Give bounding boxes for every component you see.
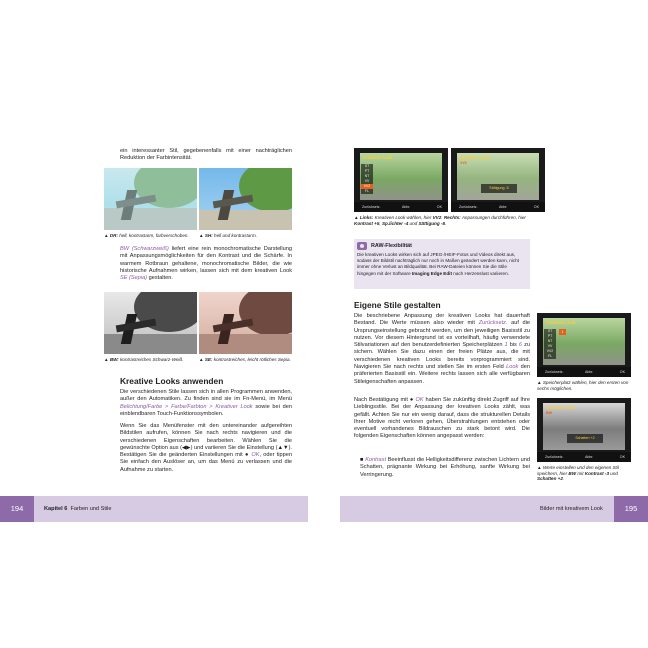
screen2-setting: Sättigung -5 bbox=[481, 184, 517, 193]
caption-screen-3: ▲ Speicherplatz wählen, hier den ersten von sechs möglichen. bbox=[537, 380, 629, 391]
photo-sh bbox=[199, 168, 292, 230]
screen1-title: Kreativer Look bbox=[363, 155, 393, 160]
camera-icon bbox=[357, 242, 367, 250]
photo-dr bbox=[104, 168, 197, 230]
paragraph-anwenden: Die verschiedenen Stile lassen sich in allen Programmen anwenden, außer den Automatiken. Zu finden sind sie im Fn-Menü, im Menü Belichtung/Farbe > Farbe/Farbton > Kreativer Look sowie bei den einblendbaren Touch-Funktionssymbolen. bbox=[120, 389, 292, 417]
camera-screen-1 bbox=[354, 148, 448, 212]
screen1-look-list: ST PT NT VV VV2 FL bbox=[361, 164, 373, 194]
screen3-look-list: ST PT NT VV VV2 FL bbox=[544, 329, 556, 359]
caption-se: ▲ SE: kontrastreiches, leicht rötliches Sepia. bbox=[199, 357, 291, 362]
camera-screen-3 bbox=[537, 313, 631, 377]
paragraph-eigene-stile: Die beschriebene Anpassung der kreativen Looks hat dauerhaft Bestand. Die Werte müssen also wieder mit Zurücksetz. auf die Ursprungseinstellung gebracht werden, um den jeweiligen Basisstil zu nutzen. Vor diesem Hintergrund ist es vorteilhaft, häufig verwendete Stilvariationen auf den benutzerdefinierten Speicherplätzen 1 bis 6 zu sichern. Wählen Sie dazu einen der freien Plätze aus, die mit verschiedenen kreativen Looks bereits vorprogrammiert sind. Navigieren Sie nach rechts und stellen Sie im ersten Feld Look den präferierten Basisstil ein. Weitere rechts lassen sich alle verfügbaren Stileigenschaften anpassen. bbox=[354, 313, 531, 385]
caption-screen-4: ▲ Werte einstellen und den eigenen Stil speichern, hier BW mit Kontrast -3 und Schatten +2. bbox=[537, 465, 619, 482]
footer-title-right: Bilder mit kreativem Look bbox=[540, 506, 603, 512]
screen4-bar: Zurücksetz. Abbr. OK bbox=[537, 452, 631, 462]
intro-text: ein interessanter Stil, gegebenenfalls mit einer nachträglichen Reduktion der Farbintensität. bbox=[120, 148, 292, 162]
caption-sh: ▲ SH: hell und kontrastarm. bbox=[199, 233, 257, 238]
page-number-right: 195 bbox=[614, 496, 648, 522]
paragraph-menu: Wenn Sie das Menüfenster mit den untereinander aufgereihten Bildstilen aufrufen, können Sie nach rechts navigieren und die verschiedenen Eigenschaften bearbeiten. Wählen Sie die gewünschte Option aus (◀▶) und variieren Sie die Einstellung (▲▼). Bestätigen Sie die geänderten Einstellungen mit ● OK, oder tippen Sie einfach den Auslöser an, um das Menü zu verlassen und die Aufnahme zu starten. bbox=[120, 423, 292, 473]
footer-chapter: Kapitel 6 Farben und Stile bbox=[44, 506, 112, 512]
screen2-bar: Zurücksetz. Abbr. OK bbox=[451, 202, 545, 212]
screen4-setting: Schatten +2 bbox=[567, 434, 603, 443]
photo-se bbox=[199, 292, 292, 354]
screen4-tag: BW bbox=[546, 411, 552, 415]
raw-box-title: RAW-Flexibilität bbox=[371, 243, 412, 249]
paragraph-bw: BW (Schwarzweiß) liefert eine rein monochromatische Darstellung mit Anpassungsmöglichkeiten für den Kontrast und die Schärfe. In warmem Rotbraun gehaltene, monochromatische Bilder, die wie historische Aufnahmen wirken, lassen sich mit dem kreativen Look SE (Sepia) gestalten. bbox=[120, 246, 292, 282]
screen3-title: Kreativer Look bbox=[546, 320, 576, 325]
page-number-left: 194 bbox=[0, 496, 34, 522]
raw-box-text: Die kreativen Looks wirken sich auf JPEG-/HEIF-Fotos und Videos direkt aus, sodass der Bildstil nachträglich nur noch in Maßen geändert werden kann, nicht immer ohne Verlust an Bildqualität. Bei RAW-Dateien können Sie die Stile hingegen mit der Software Imaging Edge Edit nach Herzenslust variieren. bbox=[357, 252, 519, 276]
caption-bw: ▲ BW: kontrastreiches Schwarz-Weiß. bbox=[104, 357, 184, 362]
bullet-kontrast: ■ Kontrast Beeinflusst die Helligkeitsdifferenz zwischen Lichtern und Schatten, prägnante Wirkung bei Erhöhung, sanfte Wirkung bei Verringerung. bbox=[360, 457, 530, 478]
screen1-bar: Zurücksetz. Abbr. OK bbox=[354, 202, 448, 212]
caption-dr: ▲ DR: hell, kontrastarm, farbverschoben. bbox=[104, 233, 189, 238]
screen3-bar: Zurücksetz. Abbr. OK bbox=[537, 367, 631, 377]
photo-bw bbox=[104, 292, 197, 354]
heading-kreative-looks: Kreative Looks anwenden bbox=[120, 376, 224, 386]
paragraph-bestaetigung: Nach Bestätigung mit ● OK haben Sie zukünftig direkt Zugriff auf Ihre Lieblingsstile. Bei der Anpassung der kreativen Looks zählt, was gefällt. Achten Sie nur ein wenig darauf, dass die strukturellen Details Ihrer Motive nicht verloren gehen, Überstrahlungen entstehen oder eventuell vorhandenes Bildrauschen zu stark betont wird. Die folgenden Eigenschaften können angepasst werden: bbox=[354, 397, 530, 440]
heading-eigene-stile: Eigene Stile gestalten bbox=[354, 300, 441, 310]
camera-screen-4 bbox=[537, 398, 631, 462]
screen2-title: Kreativer Look bbox=[460, 155, 490, 160]
screen3-slot: 1 bbox=[559, 329, 566, 335]
screen2-tag: VV2 bbox=[460, 161, 467, 165]
camera-screen-2 bbox=[451, 148, 545, 212]
screen4-title: Kreativer Look bbox=[546, 405, 576, 410]
caption-screens-top: ▲ Links: Kreativen Look wählen, hier VV2. Rechts: Anpassungen durchführen, hier Kontrast +5, Sp.lichter -4 und Sättigung -5. bbox=[354, 215, 526, 226]
